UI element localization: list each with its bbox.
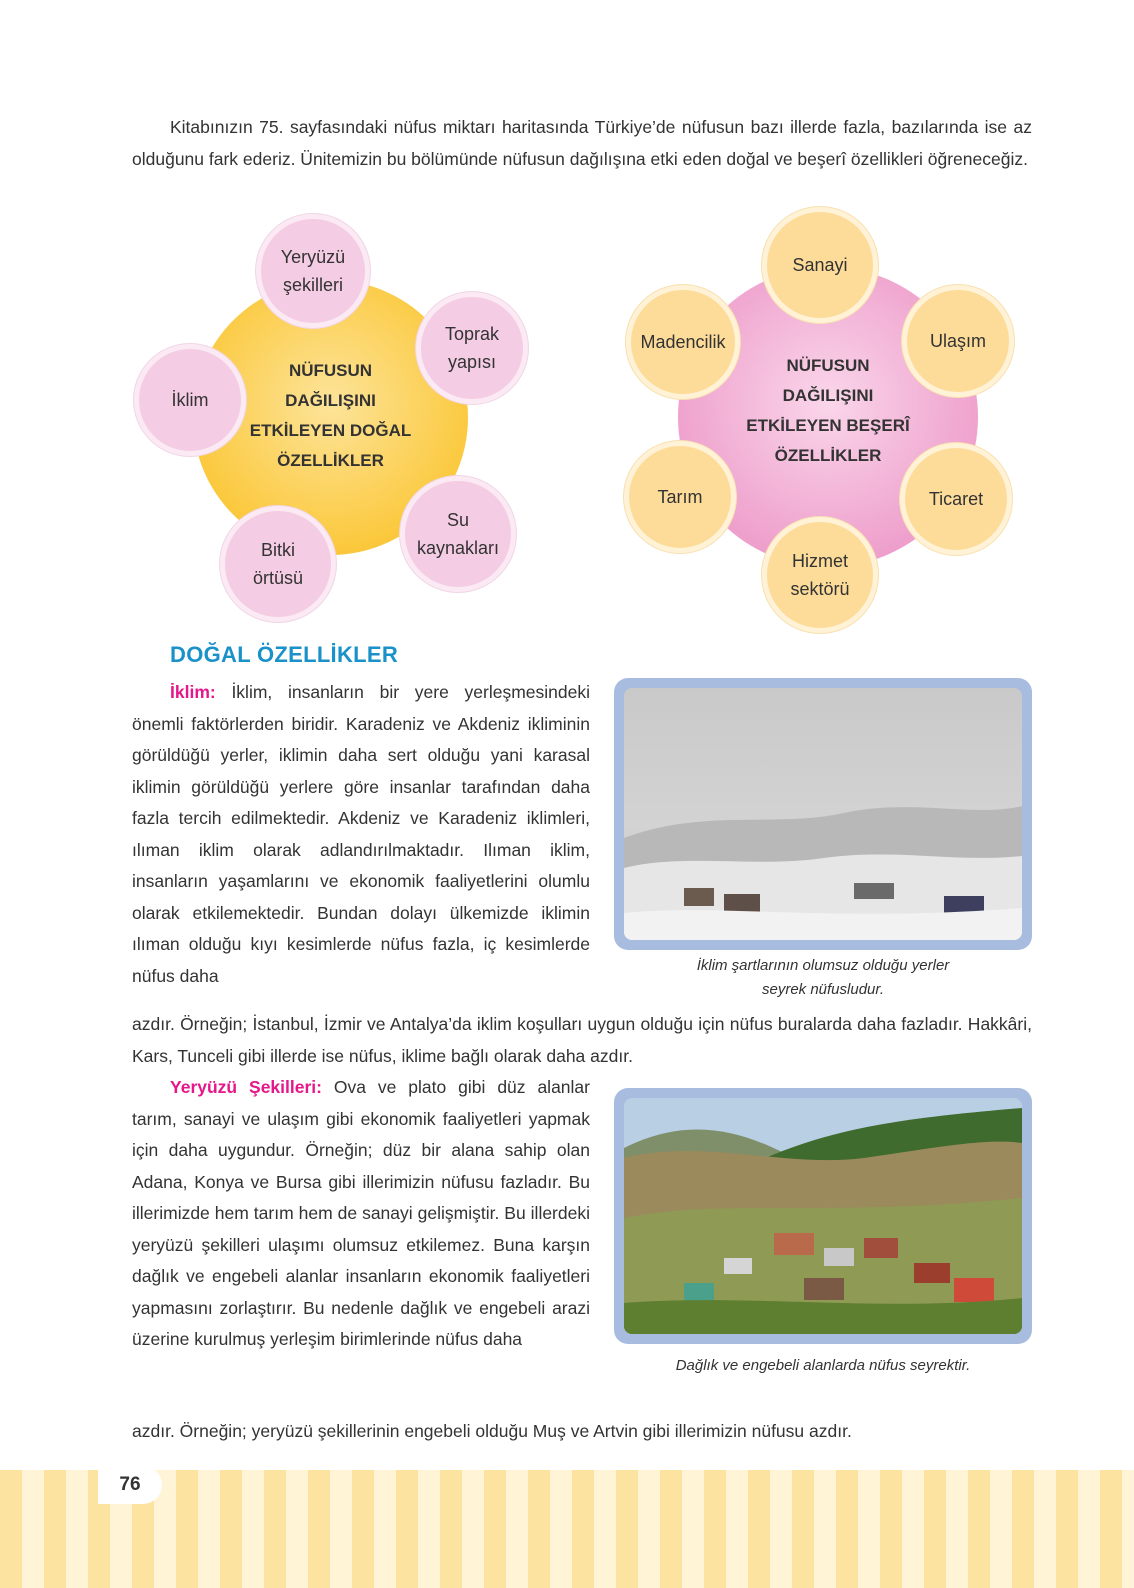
- footer-stripes: [0, 1470, 1134, 1588]
- section-title: DOĞAL ÖZELLİKLER: [170, 642, 399, 667]
- climate-keyword: İklim:: [170, 682, 216, 702]
- bubble-climate: İklim: [134, 344, 246, 456]
- mountain-village-photo-frame: [614, 1088, 1032, 1344]
- bubble-soil: Toprak yapısı: [416, 292, 528, 404]
- snow-village-photo: [624, 688, 1022, 940]
- human-features-diagram: [630, 205, 1020, 630]
- bubble-industry: Sanayi: [762, 207, 878, 323]
- landforms-continued-text: azdır. Örneğin; yeryüzü şekillerinin engebeli olduğu Muş ve Artvin gibi illerimizin nüfusu azdır.: [132, 1421, 852, 1441]
- climate-photo-caption: İklim şartlarının olumsuz olduğu yerler seyrek nüfusludur.: [696, 957, 950, 998]
- climate-paragraph: [132, 677, 590, 992]
- landforms-paragraph: [132, 1072, 590, 1356]
- climate-text: İklim, insanların bir yere yerleşmesindeki önemli faktörlerden biridir. Karadeniz ve Akdeniz ikliminin görüldüğü yerler, iklimin daha sert olduğu yani karasal iklimin görüldüğü yerlere göre insanlar tarafından daha fazla tercih edilmektedir. Akdeniz ve Karadeniz iklimleri, ılıman iklim olarak adlandırılmaktadır. Ilıman iklim, insanların yaşamlarını ve ekonomik faaliyetlerini olumlu olarak etkilemektedir. Bundan dolayı ülkemizde iklimin ılıman olduğu kıyı kesimlerde nüfus fazla, iç kesimlerde nüfus daha: [132, 682, 590, 986]
- climate-continued-text: azdır. Örneğin; İstanbul, İzmir ve Antalya’da iklim koşulları uygun olduğu için nüfus buralarda daha fazladır. Hakkâri, Kars, Tunceli gibi illerde ise nüfus, iklime bağlı olarak daha azdır.: [132, 1014, 1032, 1066]
- bubble-water: Su kaynakları: [400, 476, 516, 592]
- bubble-vegetation: Bitki örtüsü: [220, 506, 336, 622]
- mountain-village-photo: [624, 1098, 1022, 1334]
- bubble-agriculture: Tarım: [624, 441, 736, 553]
- landforms-keyword: Yeryüzü Şekilleri:: [170, 1077, 322, 1097]
- snow-village-photo-frame: [614, 678, 1032, 950]
- intro-paragraph: Kitabınızın 75. sayfasındaki nüfus miktarı haritasında Türkiye’de nüfusun bazı illerde fazla, bazılarında ise az olduğunu fark ederiz. Ünitemizin bu bölümünde nüfusun dağılışına etki eden doğal ve beşerî özellikleri öğreneceğiz.: [132, 117, 1032, 169]
- bubble-transport: Ulaşım: [902, 285, 1014, 397]
- natural-features-diagram: [130, 210, 530, 630]
- landforms-text: Ova ve plato gibi düz alanlar tarım, sanayi ve ulaşım gibi ekonomik faaliyetleri yapmak için daha uygundur. Örneğin; düz bir alana sahip olan Adana, Konya ve Bursa gibi illerimizin nüfusu fazladır. Bu illerimizde hem tarım hem de sanayi gelişmiştir. Bu illerdeki yeryüzü şekilleri ulaşımı olumsuz etkilemez. Buna karşın dağlık ve engebeli alanlar insanların ekonomik faaliyetleri yapmasını zorlaştırır. Bu nedenle dağlık ve engebeli arazi üzerine kurulmuş yerleşim birimlerinde nüfus daha: [132, 1077, 590, 1349]
- page-number: 76: [98, 1466, 162, 1504]
- bubble-services: Hizmet sektörü: [762, 517, 878, 633]
- bubble-landforms: Yeryüzü şekilleri: [256, 214, 370, 328]
- bubble-trade: Ticaret: [900, 443, 1012, 555]
- human-center-title: NÜFUSUN DAĞILIŞINI ETKİLEYEN BEŞERÎ ÖZELLİKLER: [746, 356, 910, 465]
- bubble-mining: Madencilik: [626, 285, 740, 399]
- natural-center-title: NÜFUSUN DAĞILIŞINI ETKİLEYEN DOĞAL ÖZELLİKLER: [249, 361, 412, 470]
- landforms-photo-caption: Dağlık ve engebeli alanlarda nüfus seyrektir.: [675, 1357, 971, 1374]
